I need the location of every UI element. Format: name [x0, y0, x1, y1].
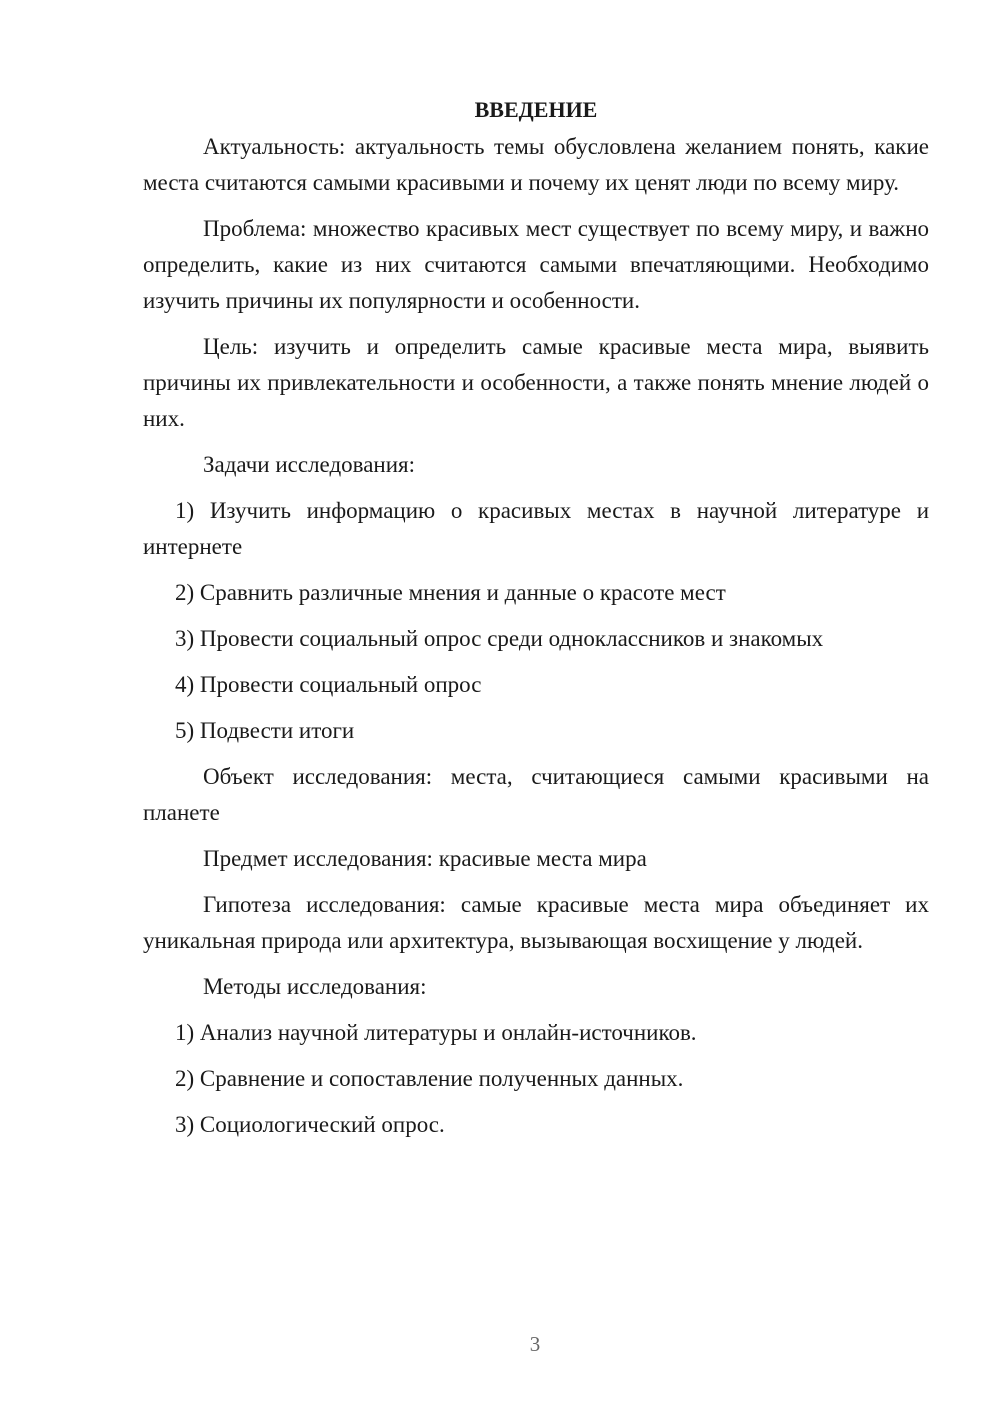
task-item-1: 1) Изучить информацию о красивых местах в научной литературе и интернете [143, 498, 929, 559]
task-item-2: 2) Сравнить различные мнения и данные о красоте мест [175, 580, 726, 605]
paragraph-subject: Предмет исследования: красивые места мира [203, 846, 647, 871]
method-item-1: 1) Анализ научной литературы и онлайн-источников. [175, 1020, 697, 1045]
section-heading: ВВЕДЕНИЕ [474, 97, 598, 122]
paragraph-problem: Проблема: множество красивых мест существует по всему миру, и важно определить, какие из них считаются самыми впечатляющими. Необходимо изучить причины их популярности и особенности. [143, 216, 929, 313]
task-item-4: 4) Провести социальный опрос [175, 672, 482, 697]
paragraph-hypothesis: Гипотеза исследования: самые красивые места мира объединяет их уникальная природа или архитектура, вызывающая восхищение у людей. [143, 892, 929, 953]
paragraph-relevance: Актуальность: актуальность темы обусловлена желанием понять, какие места считаются самыми красивыми и почему их ценят люди по всему миру. [143, 134, 929, 195]
methods-heading: Методы исследования: [203, 974, 427, 999]
paragraph-goal: Цель: изучить и определить самые красивые места мира, выявить причины их привлекательности и особенности, а также понять мнение людей о них. [143, 334, 929, 431]
page-number: 3 [529, 1332, 541, 1356]
task-item-5: 5) Подвести итоги [175, 718, 355, 743]
tasks-heading: Задачи исследования: [203, 452, 416, 477]
page-body [143, 92, 929, 1153]
task-item-3: 3) Провести социальный опрос среди одноклассников и знакомых [175, 626, 824, 651]
method-item-2: 2) Сравнение и сопоставление полученных данных. [175, 1066, 684, 1091]
method-item-3: 3) Социологический опрос. [175, 1112, 445, 1137]
paragraph-object: Объект исследования: места, считающиеся самыми красивыми на планете [143, 764, 929, 825]
